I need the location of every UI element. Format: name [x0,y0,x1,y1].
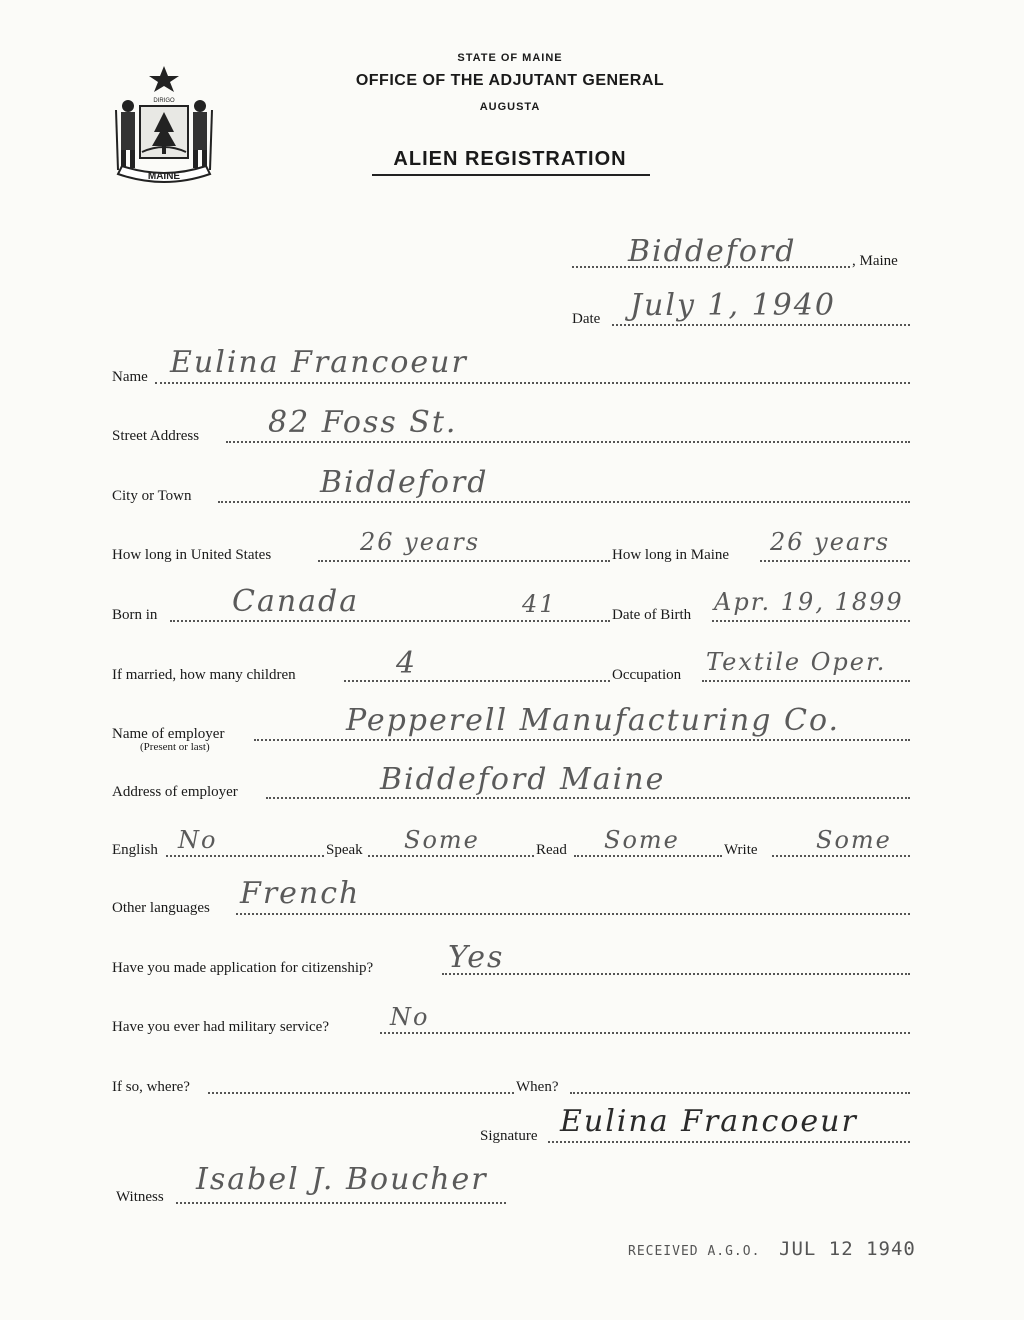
where-line [208,1092,514,1094]
state-seal [108,62,220,190]
citizenship-value: Yes [448,940,505,975]
seal-text: MAINE [147,171,181,182]
received-stamp-text: RECEIVED A.G.O. [628,1244,761,1259]
date-value: July 1, 1940 [630,288,836,323]
name-value: Eulina Francoeur [170,345,468,380]
witness-value: Isabel J. Boucher [196,1162,488,1197]
english-line [166,855,324,857]
how-long-maine-label: How long in Maine [612,547,730,563]
page-title: ALIEN REGISTRATION [393,148,627,170]
how-long-maine-line [760,560,910,562]
citizenship-label: Have you made application for citizenship? [112,960,374,976]
maine-state-seal-icon [108,62,220,190]
employer-address-value: Biddeford Maine [380,762,666,797]
when-line [570,1092,910,1094]
read-value: Some [604,826,680,854]
how-long-maine-value: 26 years [770,528,891,556]
received-stamp-date: JUL 12 1940 [779,1238,916,1260]
born-in-line [170,620,610,622]
write-value: Some [816,826,892,854]
date-label: Date [572,311,601,327]
header-state: STATE OF MAINE [457,52,563,64]
header-city: AUGUSTA [479,101,541,113]
other-languages-value: French [240,876,361,911]
signature-value: Eulina Francoeur [560,1104,858,1139]
read-label: Read [536,842,567,858]
how-long-us-label: How long in United States [112,547,272,563]
speak-value: Some [404,826,480,854]
header-office: OFFICE OF THE ADJUTANT GENERAL [355,72,665,89]
city-label: City or Town [112,488,192,504]
occupation-value: Textile Oper. [706,648,887,676]
employer-address-label: Address of employer [112,784,238,800]
street-line [226,441,910,443]
born-in-label: Born in [112,607,158,623]
title-underline [372,174,650,176]
children-line [344,680,610,682]
employer-address-line [266,797,910,799]
born-in-value: Canada [232,584,360,619]
employer-sublabel: (Present or last) [140,741,210,753]
military-line [380,1032,910,1034]
location-value: Biddeford [628,234,797,269]
how-long-us-line [318,560,610,562]
witness-line [176,1202,506,1204]
street-value: 82 Foss St. [268,405,458,440]
date-line [612,324,910,326]
when-label: When? [516,1079,559,1095]
where-label: If so, where? [112,1079,190,1095]
city-line [218,501,910,503]
date-of-birth-label: Date of Birth [612,607,692,623]
other-languages-line [236,913,910,915]
children-value: 4 [396,646,418,681]
read-line [574,855,722,857]
location-suffix: , Maine [852,253,898,269]
military-value: No [390,1003,430,1031]
citizenship-line [442,973,910,975]
other-languages-label: Other languages [112,900,210,916]
speak-line [368,855,534,857]
signature-label: Signature [480,1128,538,1144]
name-line [155,382,910,384]
english-label: English [112,842,158,858]
name-label: Name [112,369,148,385]
children-label: If married, how many children [112,667,296,683]
employer-label: Name of employer [112,726,225,742]
english-value: No [178,826,218,854]
svg-text:DIRIGO: DIRIGO [153,98,175,104]
street-label: Street Address [112,428,200,444]
how-long-us-value: 26 years [360,528,481,556]
occupation-label: Occupation [612,667,682,683]
received-stamp [628,1238,916,1260]
employer-line [254,739,910,741]
occupation-line [702,680,910,682]
city-value: Biddeford [320,465,489,500]
write-label: Write [724,842,758,858]
employer-value: Pepperell Manufacturing Co. [346,703,841,738]
date-of-birth-value: Apr. 19, 1899 [714,588,904,616]
military-label: Have you ever had military service? [112,1019,329,1035]
signature-line [548,1141,910,1143]
date-of-birth-line [712,620,910,622]
write-line [772,855,910,857]
witness-label: Witness [116,1189,164,1205]
born-in-extra: 41 [522,590,557,618]
speak-label: Speak [326,842,363,858]
